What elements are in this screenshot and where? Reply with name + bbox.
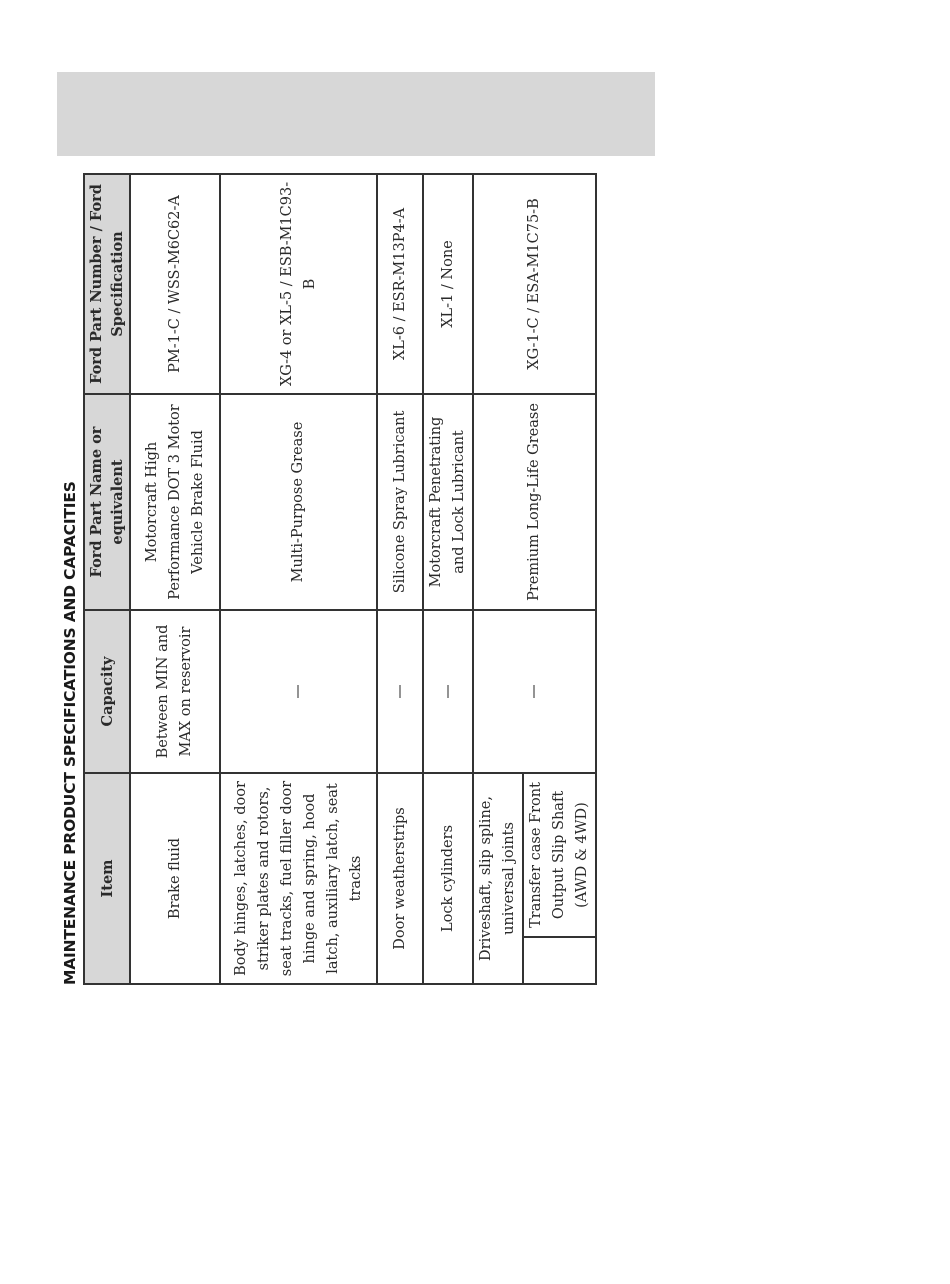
table-row <box>220 174 377 984</box>
header-capacity: Capacity <box>84 610 130 773</box>
cell-item-indent <box>523 937 596 984</box>
table-row <box>473 174 523 984</box>
cell-part-name: Silicone Spray Lubricant <box>377 394 423 610</box>
cell-part-number: PM-1-C / WSS-M6C62-A <box>130 174 220 394</box>
table-row <box>130 174 220 984</box>
cell-item: Door weatherstrips <box>377 773 423 984</box>
cell-part-name: Multi-Purpose Grease <box>220 394 377 610</box>
cell-item: Brake fluid <box>130 773 220 984</box>
cell-part-number: XL-1 / None <box>423 174 473 394</box>
cell-capacity: — <box>473 610 596 773</box>
cell-capacity: — <box>377 610 423 773</box>
cell-capacity: — <box>423 610 473 773</box>
cell-part-number: XL-6 / ESR-M13P4-A <box>377 174 423 394</box>
header-band <box>57 72 655 156</box>
cell-capacity: — <box>220 610 377 773</box>
cell-part-name: Motorcraft High Performance DOT 3 Motor Vehicle Brake Fluid <box>130 394 220 610</box>
page-title: MAINTENANCE PRODUCT SPECIFICATIONS AND CAPACITIES <box>61 481 79 985</box>
cell-part-number: XG-1-C / ESA-M1C75-B <box>473 174 596 394</box>
cell-item: Lock cylinders <box>423 773 473 984</box>
cell-item: Driveshaft, slip spline, universal joints <box>473 773 523 984</box>
table-row <box>377 174 423 984</box>
cell-part-number: XG-4 or XL-5 / ESB-M1C93-B <box>220 174 377 394</box>
spec-table <box>83 173 597 985</box>
table-row <box>423 174 473 984</box>
table-header-row <box>84 174 130 984</box>
cell-part-name: Premium Long-Life Grease <box>473 394 596 610</box>
cell-part-name: Motorcraft Penetrating and Lock Lubricant <box>423 394 473 610</box>
cell-item: Body hinges, latches, door striker plates and rotors, seat tracks, fuel filler door hinge and spring, hood latch, auxiliary latch, seat tracks <box>220 773 377 984</box>
rotated-content <box>57 175 590 985</box>
header-part-name: Ford Part Name or equivalent <box>84 394 130 610</box>
cell-capacity: Between MIN and MAX on reservoir <box>130 610 220 773</box>
header-item: Item <box>84 773 130 984</box>
cell-item-sub: Transfer case Front Output Slip Shaft (AWD & 4WD) <box>523 773 596 937</box>
header-part-number: Ford Part Number / Ford Specification <box>84 174 130 394</box>
